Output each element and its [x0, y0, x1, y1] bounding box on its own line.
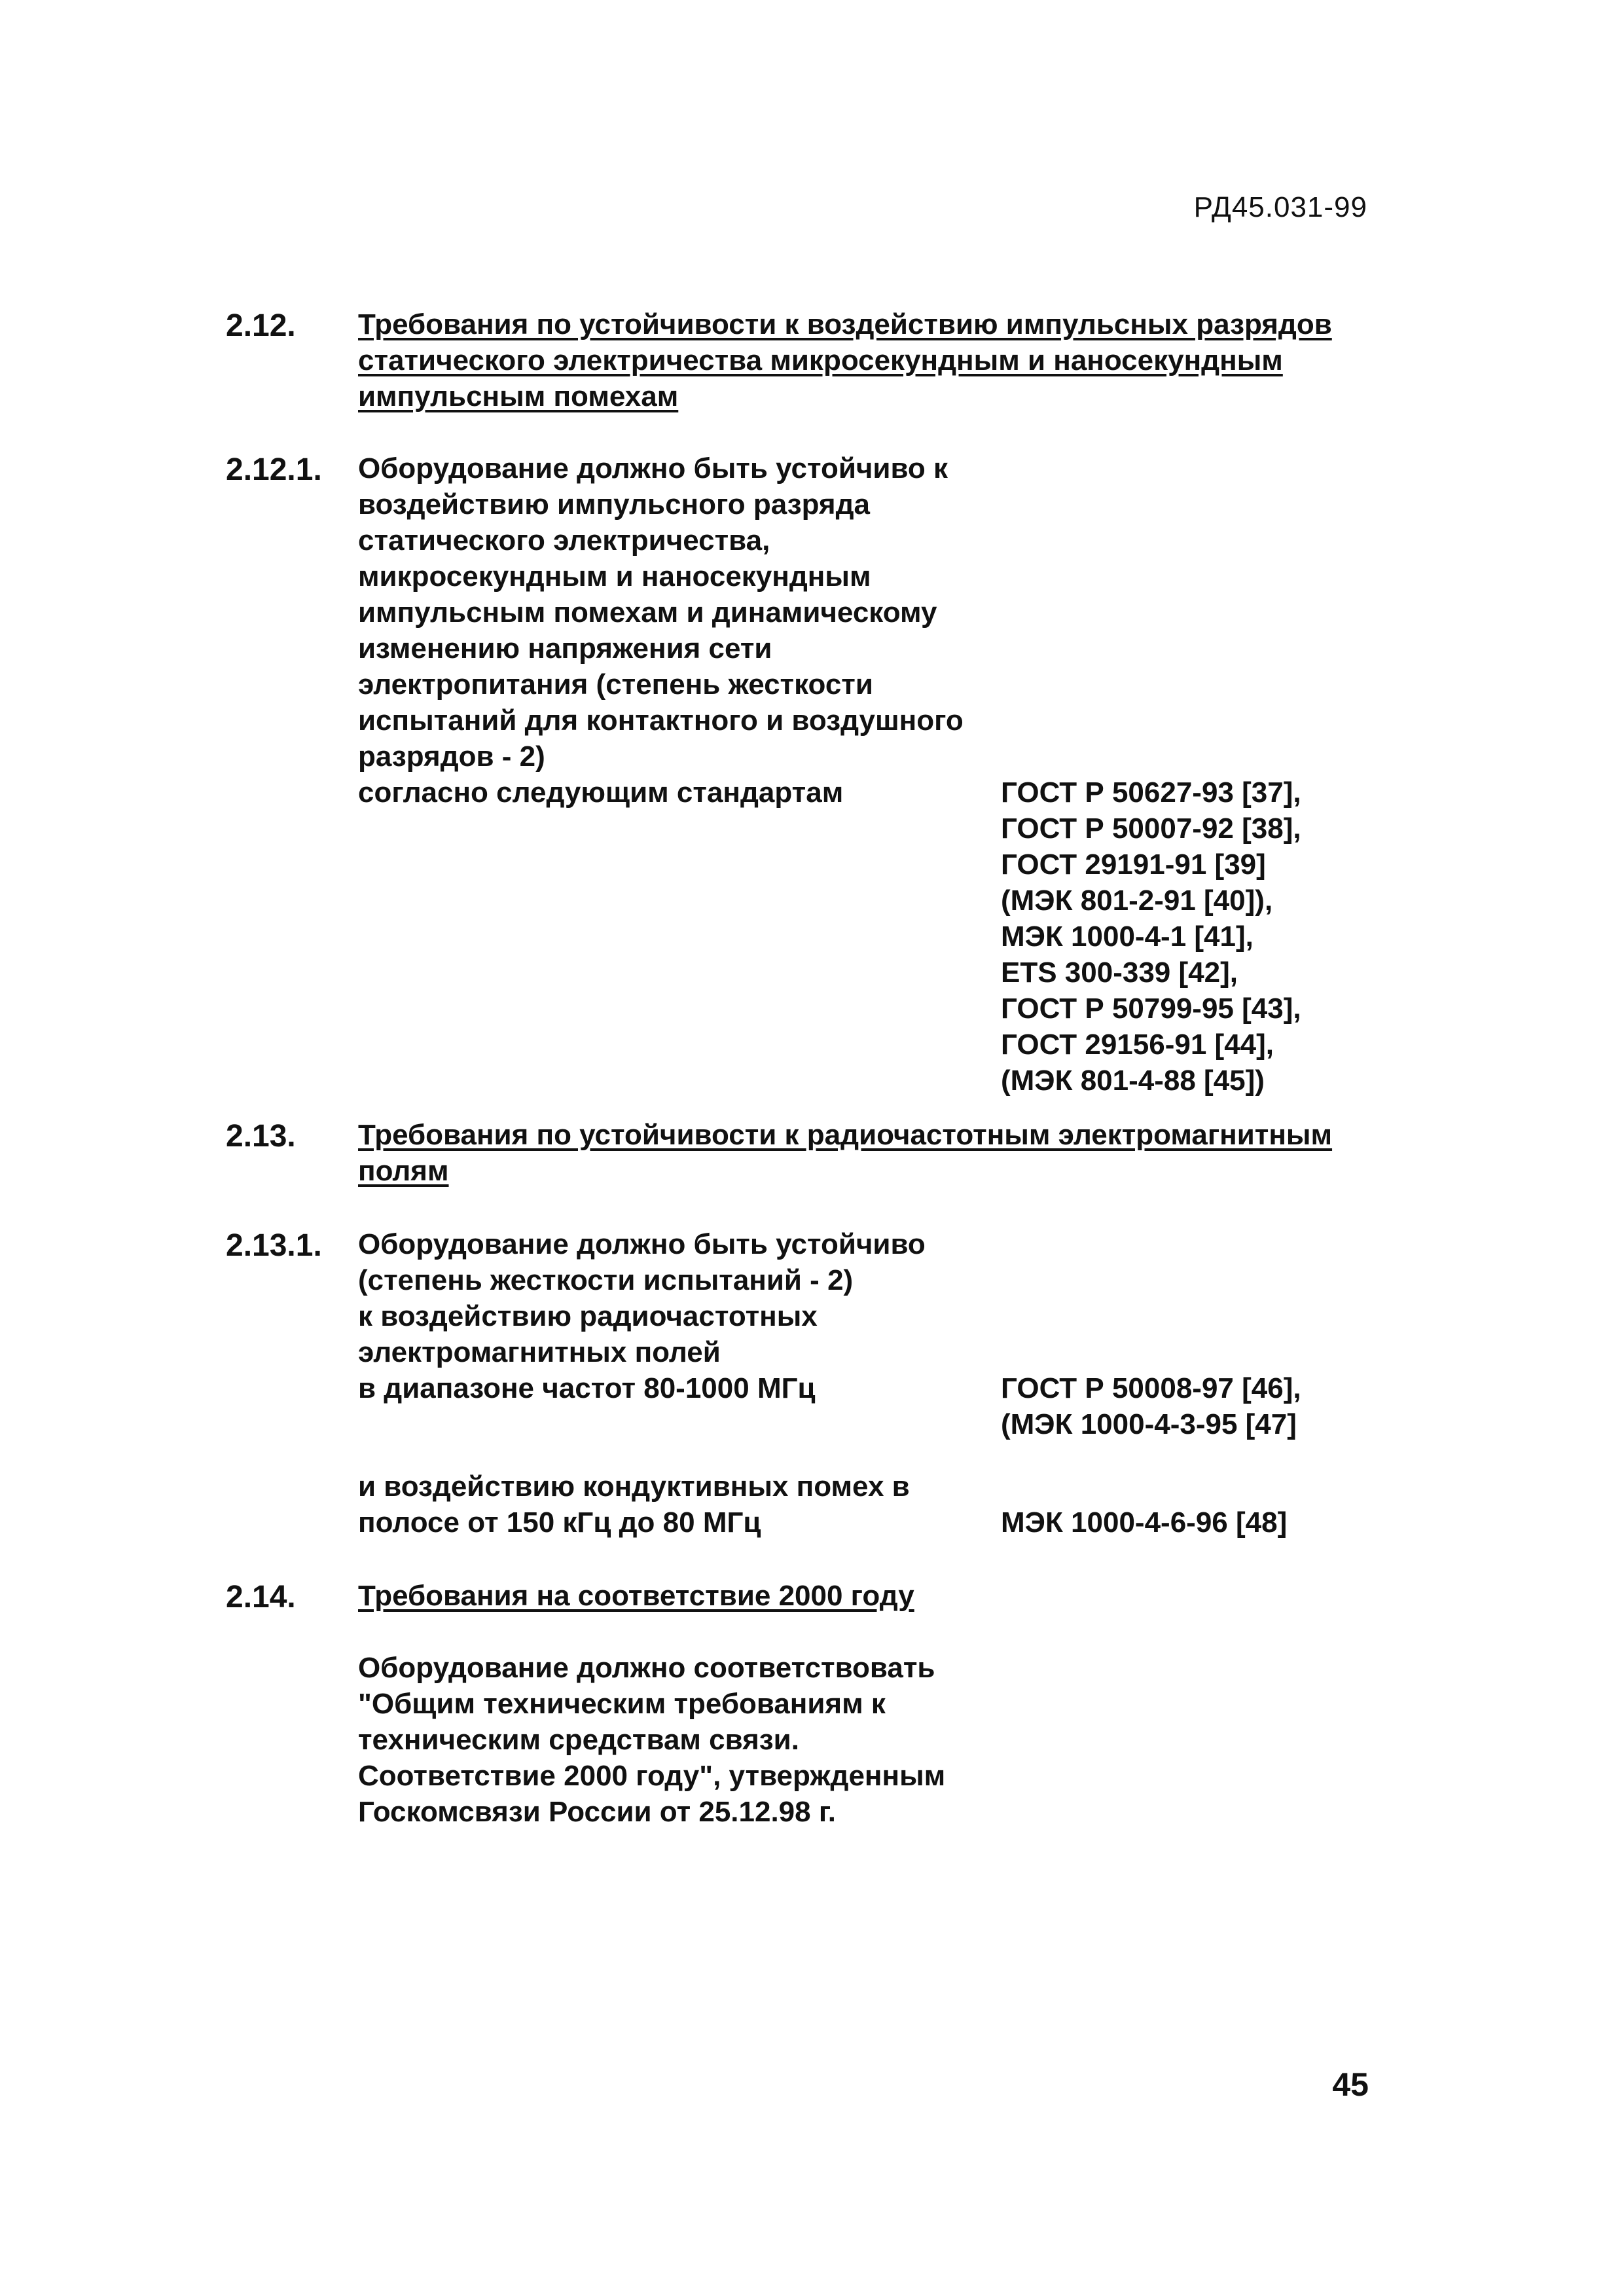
- standard-reference: МЭК 1000-4-6-96 [48]: [1001, 1506, 1288, 1539]
- section-number: 2.13.1.: [226, 1228, 322, 1263]
- body-text-line: техническим средствам связи.: [358, 1724, 799, 1756]
- standard-reference: ГОСТ Р 50008-97 [46],: [1001, 1372, 1301, 1404]
- body-text-line: Оборудование должно быть устойчиво к: [358, 452, 948, 484]
- body-text-line: воздействию импульсного разряда: [358, 488, 870, 520]
- body-text-line: импульсным помехам и динамическому: [358, 596, 937, 629]
- standard-reference: (МЭК 1000-4-3-95 [47]: [1001, 1408, 1297, 1440]
- standard-reference: ГОСТ Р 50627-93 [37],: [1001, 776, 1301, 809]
- body-text-line: статического электричества,: [358, 524, 770, 556]
- standard-reference: ГОСТ 29191-91 [39]: [1001, 848, 1266, 881]
- body-text-line: к воздействию радиочастотных: [358, 1300, 818, 1332]
- body-text-line: "Общим техническим требованиям к: [358, 1688, 886, 1720]
- body-text-line: электропитания (степень жесткости: [358, 668, 873, 701]
- section-heading-line: импульсным помехам: [358, 380, 679, 412]
- section-number: 2.12.1.: [226, 452, 322, 487]
- section-heading-line: полям: [358, 1155, 449, 1187]
- section-number: 2.14.: [226, 1580, 296, 1614]
- section-heading-line: Требования по устойчивости к радиочастотным электромагнитным: [358, 1119, 1333, 1151]
- body-text-line: разрядов - 2): [358, 740, 545, 773]
- standard-reference: ГОСТ Р 50007-92 [38],: [1001, 812, 1301, 845]
- section-heading-line: статического электричества микросекундным и наносекундным: [358, 344, 1283, 376]
- body-text-line: испытаний для контактного и воздушного: [358, 704, 964, 737]
- body-text-line: согласно следующим стандартам: [358, 776, 844, 809]
- body-text-line: микросекундным и наносекундным: [358, 560, 871, 592]
- body-text-line: Оборудование должно соответствовать: [358, 1652, 935, 1684]
- standard-reference: ETS 300-339 [42],: [1001, 957, 1238, 989]
- body-text-line: Соответствие 2000 году", утвержденным: [358, 1760, 946, 1792]
- standard-reference: (МЭК 801-2-91 [40]),: [1001, 884, 1273, 917]
- page-number: 45: [1332, 2066, 1369, 2103]
- section-number: 2.12.: [226, 308, 296, 343]
- body-text-line: полосе от 150 кГц до 80 МГц: [358, 1506, 761, 1539]
- standard-reference: ГОСТ Р 50799-95 [43],: [1001, 993, 1301, 1025]
- body-text-line: и воздействию кондуктивных помех в: [358, 1470, 910, 1503]
- section-number: 2.13.: [226, 1119, 296, 1154]
- standard-reference: МЭК 1000-4-1 [41],: [1001, 920, 1254, 953]
- section-heading-line: Требования по устойчивости к воздействию импульсных разрядов: [358, 308, 1332, 340]
- standard-reference: ГОСТ 29156-91 [44],: [1001, 1029, 1274, 1061]
- body-text-line: Госкомсвязи России от 25.12.98 г.: [358, 1796, 836, 1828]
- standard-reference: (МЭК 801-4-88 [45]): [1001, 1065, 1265, 1097]
- body-text-line: изменению напряжения сети: [358, 632, 772, 665]
- body-text-line: электромагнитных полей: [358, 1336, 721, 1368]
- body-text-line: Оборудование должно быть устойчиво: [358, 1228, 926, 1260]
- section-heading-line: Требования на соответствие 2000 году: [358, 1580, 914, 1612]
- body-text-line: (степень жесткости испытаний - 2): [358, 1264, 854, 1296]
- document-code: РД45.031-99: [1193, 191, 1367, 223]
- body-text-line: в диапазоне частот 80-1000 МГц: [358, 1372, 816, 1404]
